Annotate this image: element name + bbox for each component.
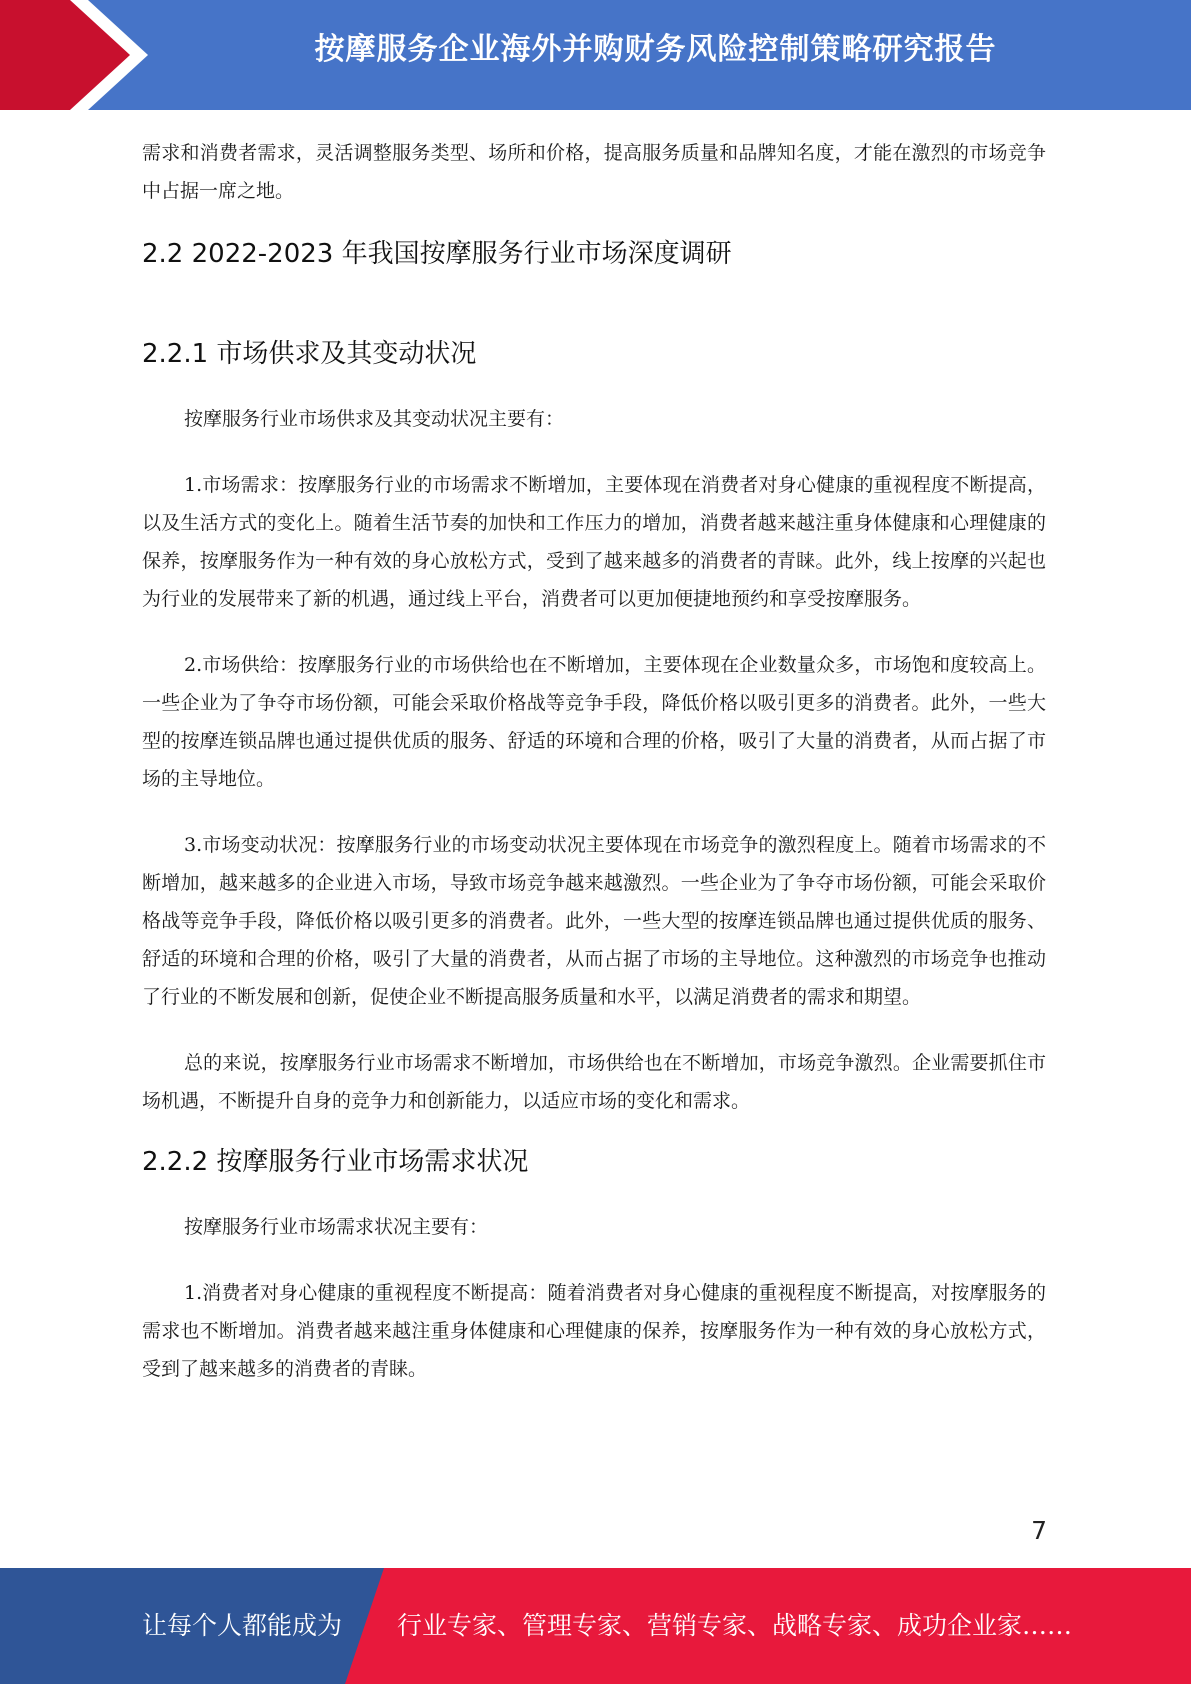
section-heading-2-2-2: 2.2.2 按摩服务行业市场需求状况 <box>142 1147 529 1177</box>
paragraph-continued: 需求和消费者需求，灵活调整服务类型、场所和价格，提高服务质量和品牌知名度，才能在激烈的市场竞争中占据一席之地。 <box>142 142 1046 202</box>
paragraph-market-change: 3.市场变动状况：按摩服务行业的市场变动状况主要体现在市场竞争的激烈程度上。随着市场需求的不断增加，越来越多的企业进入市场，导致市场竞争越来越激烈。一些企业为了争夺市场份额，可能会采取价格战等竞争手段，降低价格以吸引更多的消费者。此外，一些大型的按摩连锁品牌也通过提供优质的服务、舒适的环境和合理的价格，吸引了大量的消费者，从而占据了市场的主导地位。这种激烈的市场竞争也推动了行业的不断发展和创新，促使企业不断提高服务质量和水平，以满足消费者的需求和期望。 <box>142 834 1046 1008</box>
paragraph-market-demand: 1.市场需求：按摩服务行业的市场需求不断增加，主要体现在消费者对身心健康的重视程度不断提高，以及生活方式的变化上。随着生活节奏的加快和工作压力的增加，消费者越来越注重身体健康和心理健康的保养，按摩服务作为一种有效的身心放松方式，受到了越来越多的消费者的青睐。此外，线上按摩的兴起也为行业的发展带来了新的机遇，通过线上平台，消费者可以更加便捷地预约和享受按摩服务。 <box>142 474 1046 610</box>
footer-slogan-left: 让每个人都能成为 <box>142 1611 343 1640</box>
section-heading-2-2-1: 2.2.1 市场供求及其变动状况 <box>142 339 477 369</box>
paragraph-intro-supply-demand: 按摩服务行业市场供求及其变动状况主要有： <box>184 408 565 430</box>
page-header <box>0 0 1191 110</box>
page-number: 7 <box>1031 1516 1047 1545</box>
page-body <box>142 130 1046 1388</box>
paragraph-summary: 总的来说，按摩服务行业市场需求不断增加，市场供给也在不断增加，市场竞争激烈。企业需要抓住市场机遇，不断提升自身的竞争力和创新能力，以适应市场的变化和需求。 <box>142 1052 1046 1112</box>
paragraph-market-supply: 2.市场供给：按摩服务行业的市场供给也在不断增加，主要体现在企业数量众多，市场饱和度较高上。一些企业为了争夺市场份额，可能会采取价格战等竞争手段，降低价格以吸引更多的消费者。此外，一些大型的按摩连锁品牌也通过提供优质的服务、舒适的环境和合理的价格，吸引了大量的消费者，从而占据了市场的主导地位。 <box>142 654 1046 790</box>
paragraph-health-awareness: 1.消费者对身心健康的重视程度不断提高：随着消费者对身心健康的重视程度不断提高，对按摩服务的需求也不断增加。消费者越来越注重身体健康和心理健康的保养，按摩服务作为一种有效的身心放松方式，受到了越来越多的消费者的青睐。 <box>142 1282 1046 1380</box>
footer-slogan-right: 行业专家、管理专家、营销专家、战略专家、成功企业家…… <box>397 1611 1073 1640</box>
document-title: 按摩服务企业海外并购财务风险控制策略研究报告 <box>314 32 997 67</box>
paragraph-intro-demand: 按摩服务行业市场需求状况主要有： <box>184 1216 489 1238</box>
page-footer <box>0 1568 1191 1684</box>
section-heading-2-2: 2.2 2022-2023 年我国按摩服务行业市场深度调研 <box>142 239 732 269</box>
